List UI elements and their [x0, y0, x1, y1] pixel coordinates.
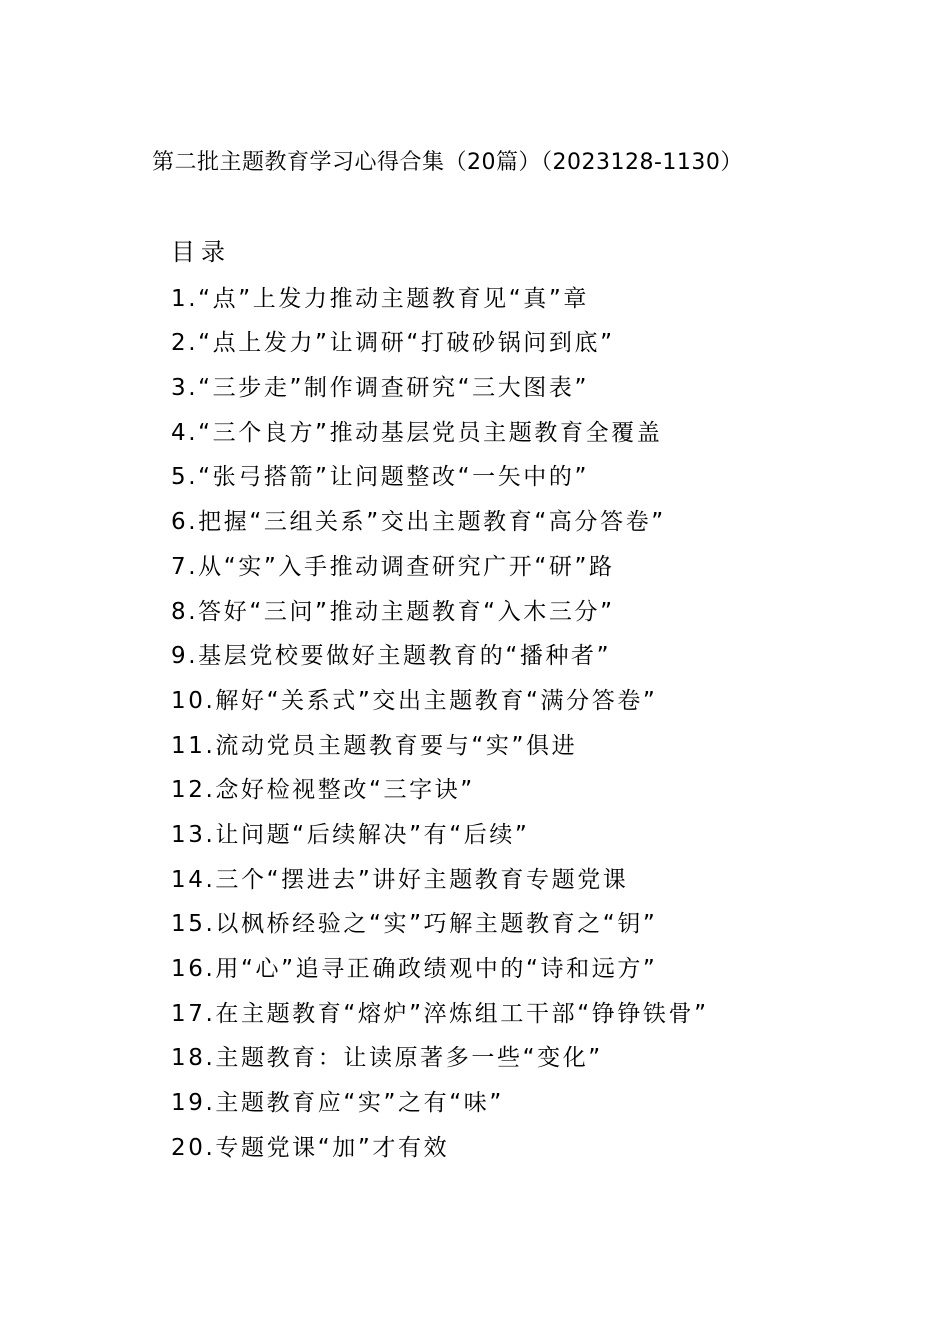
toc-item: 20.专题党课“加”才有效 [171, 1134, 450, 1161]
toc-item: 16.用“心”追寻正确政绩观中的“诗和远方” [171, 956, 658, 982]
toc-item: 11.流动党员主题教育要与“实”俱进 [171, 732, 578, 759]
toc-item: 10.解好“关系式”交出主题教育“满分答卷” [171, 687, 658, 714]
toc-item: 5.“张弓搭箭”让问题整改“一矢中的” [171, 464, 590, 491]
table-of-contents [171, 232, 891, 1170]
toc-list [171, 277, 891, 1171]
toc-item: 13.让问题“后续解决”有“后续” [171, 821, 530, 848]
toc-item: 14.三个“摆进去”讲好主题教育专题党课 [171, 866, 629, 893]
toc-item: 1.“点”上发力推动主题教育见“真”章 [171, 285, 590, 312]
toc-item: 15.以枫桥经验之“实”巧解主题教育之“钥” [171, 911, 658, 938]
toc-item: 6.把握“三组关系”交出主题教育“高分答卷” [171, 509, 666, 536]
toc-item: 7.从“实”入手推动调查研究广开“研”路 [171, 553, 615, 580]
toc-item: 17.在主题教育“熔炉”淬炼组工干部“铮铮铁骨” [171, 1000, 709, 1027]
toc-item: 18.主题教育：让读原著多一些“变化” [171, 1045, 603, 1072]
toc-item: 3.“三步走”制作调查研究“三大图表” [171, 375, 590, 402]
document-title: 第二批主题教育学习心得合集（20篇）（2023128-1130） [152, 150, 743, 175]
toc-item: 8.答好“三问”推动主题教育“入木三分” [171, 598, 615, 625]
toc-heading: 目录 [171, 238, 231, 266]
toc-item: 2.“点上发力”让调研“打破砂锅问到底” [171, 330, 615, 357]
toc-item: 4.“三个良方”推动基层党员主题教育全覆盖 [171, 419, 663, 446]
toc-item: 12.念好检视整改“三字诀” [171, 777, 475, 804]
toc-item: 9.基层党校要做好主题教育的“播种者” [171, 643, 612, 670]
toc-item: 19.主题教育应“实”之有“味” [171, 1090, 504, 1117]
